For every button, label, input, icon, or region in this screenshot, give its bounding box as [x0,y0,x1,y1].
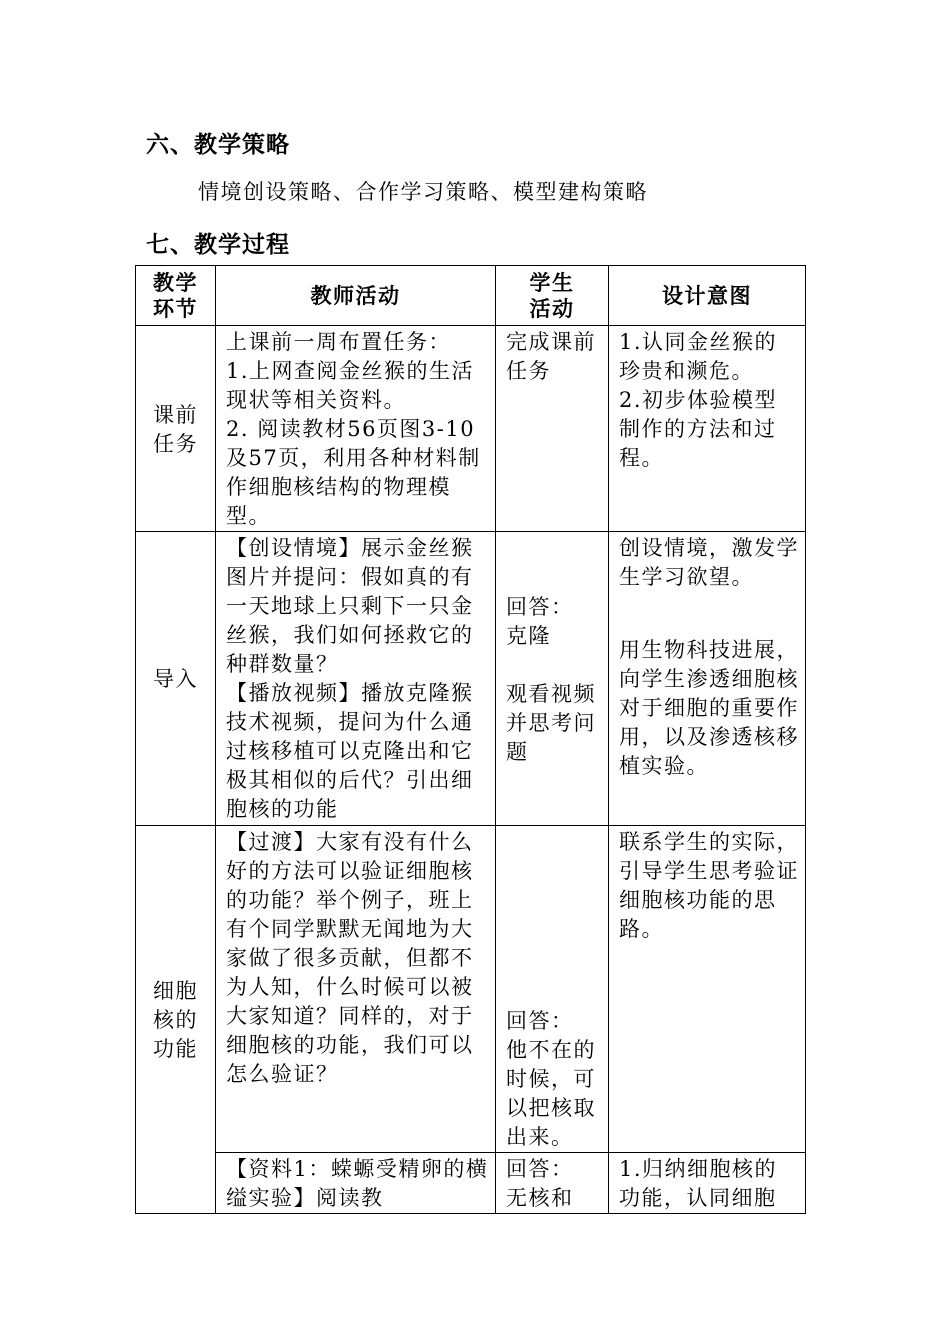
intent-part-1: 创设情境，激发学生学习欲望。 [619,536,799,589]
design-intent-cell: 1.认同金丝猴的珍贵和濒危。 2.初步体验模型制作的方法和过程。 [609,326,806,532]
design-intent-cell [609,532,806,826]
intent-part-2: 用生物科技进展，向学生渗透细胞核对于细胞的重要作用，以及渗透核移植实验。 [619,638,799,778]
table-row [136,826,806,1153]
header-design-intent: 设计意图 [609,266,806,326]
table-row [136,326,806,532]
header-student-activity: 学生 活动 [496,266,609,326]
student-answer: 回答： 克隆 [506,594,574,648]
student-watch: 观看视频并思考问题 [506,681,596,764]
teaching-process-table [135,265,806,1214]
section-heading-process: 七、教学过程 [146,232,290,258]
student-activity-cell: 回答： 他不在的时候，可以把核取出来。 [496,826,609,1153]
table-header-row [136,266,806,326]
stage-cell: 课前 任务 [136,326,216,532]
stage-cell: 导入 [136,532,216,826]
table-row [136,532,806,826]
table-row [136,1153,806,1214]
stage-cell: 细胞 核的 功能 [136,826,216,1214]
teacher-activity-cell: 【资料1：蝾螈受精卵的横缢实验】阅读教 [216,1153,496,1214]
design-intent-cell: 1.归纳细胞核的功能，认同细胞 [609,1153,806,1214]
design-intent-cell: 联系学生的实际，引导学生思考验证细胞核功能的思路。 [609,826,806,1153]
student-activity-cell: 完成课前任务 [496,326,609,532]
teacher-activity-cell: 【创设情境】展示金丝猴图片并提问：假如真的有一天地球上只剩下一只金丝猴，我们如何拯救它的种群数量？ 【播放视频】播放克隆猴技术视频，提问为什么通过核移植可以克隆出和它极其相似的后代？引出细胞核的功能 [216,532,496,826]
header-teacher-activity: 教师活动 [216,266,496,326]
teacher-activity-cell: 上课前一周布置任务： 1.上网查阅金丝猴的生活现状等相关资料。 2. 阅读教材56页图3-10及57页，利用各种材料制作细胞核结构的物理模型。 [216,326,496,532]
header-stage: 教学 环节 [136,266,216,326]
section-heading-strategy: 六、教学策略 [146,132,290,158]
strategy-text: 情境创设策略、合作学习策略、模型建构策略 [198,180,648,204]
teacher-activity-cell: 【过渡】大家有没有什么好的方法可以验证细胞核的功能？举个例子，班上有个同学默默无闻地为大家做了很多贡献，但都不为人知，什么时候可以被大家知道？同样的，对于细胞核的功能，我们可以怎么验证？ [216,826,496,1153]
student-activity-cell: 回答： 无核和 [496,1153,609,1214]
student-activity-cell [496,532,609,826]
